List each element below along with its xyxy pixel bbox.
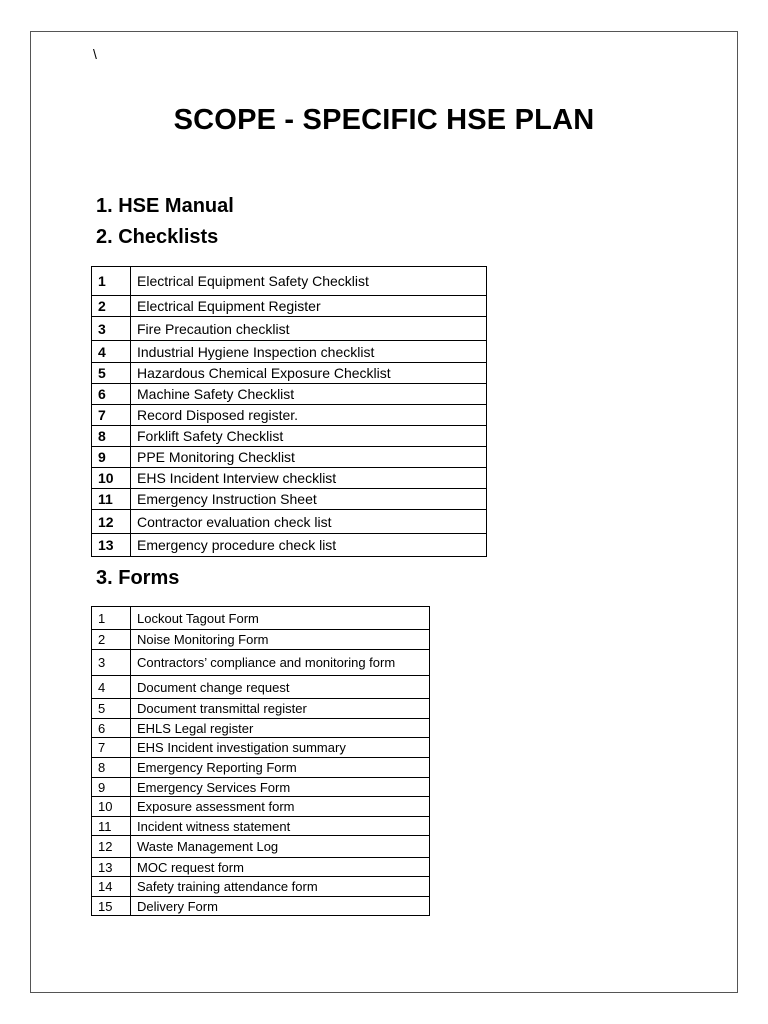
row-label: Emergency Reporting Form [131, 758, 430, 778]
row-label: Record Disposed register. [131, 405, 487, 426]
table-row [92, 341, 487, 363]
table-row [92, 630, 430, 650]
section-heading-hse-manual: 1. HSE Manual [96, 195, 234, 217]
row-number: 8 [92, 758, 131, 778]
table-row [92, 510, 487, 534]
row-label: Noise Monitoring Form [131, 630, 430, 650]
table-row [92, 489, 487, 510]
forms-table [91, 606, 430, 916]
row-number: 11 [92, 817, 131, 836]
row-label: EHS Incident Interview checklist [131, 468, 487, 489]
row-label: PPE Monitoring Checklist [131, 447, 487, 468]
row-label: Industrial Hygiene Inspection checklist [131, 341, 487, 363]
table-row [92, 778, 430, 797]
table-row [92, 797, 430, 817]
table-row [92, 607, 430, 630]
row-label: Incident witness statement [131, 817, 430, 836]
row-number: 2 [92, 630, 131, 650]
table-row [92, 405, 487, 426]
section-heading-forms: 3. Forms [96, 567, 180, 589]
row-number: 13 [92, 858, 131, 877]
table-row [92, 650, 430, 676]
row-label: Lockout Tagout Form [131, 607, 430, 630]
row-label: Document change request [131, 676, 430, 699]
stray-mark: \ [93, 46, 97, 62]
table-row [92, 897, 430, 916]
table-row [92, 699, 430, 719]
table-row [92, 836, 430, 858]
row-label: EHS Incident investigation summary [131, 738, 430, 758]
table-row [92, 534, 487, 557]
row-label: Forklift Safety Checklist [131, 426, 487, 447]
row-label: Emergency Services Form [131, 778, 430, 797]
row-label: Waste Management Log [131, 836, 430, 858]
row-number: 4 [92, 341, 131, 363]
row-label: Exposure assessment form [131, 797, 430, 817]
row-label: Machine Safety Checklist [131, 384, 487, 405]
row-number: 12 [92, 510, 131, 534]
row-number: 2 [92, 296, 131, 317]
row-label: Delivery Form [131, 897, 430, 916]
row-number: 1 [92, 267, 131, 296]
row-label: Contractor evaluation check list [131, 510, 487, 534]
row-number: 13 [92, 534, 131, 557]
table-row [92, 267, 487, 296]
row-number: 10 [92, 797, 131, 817]
row-number: 6 [92, 719, 131, 738]
table-row [92, 738, 430, 758]
row-label: EHLS Legal register [131, 719, 430, 738]
row-number: 7 [92, 405, 131, 426]
row-number: 6 [92, 384, 131, 405]
table-row [92, 676, 430, 699]
row-number: 9 [92, 447, 131, 468]
table-row [92, 858, 430, 877]
row-number: 15 [92, 897, 131, 916]
table-row [92, 296, 487, 317]
table-row [92, 447, 487, 468]
table-row [92, 426, 487, 447]
document-title: SCOPE - SPECIFIC HSE PLAN [173, 104, 595, 136]
table-row [92, 817, 430, 836]
row-label: Emergency procedure check list [131, 534, 487, 557]
row-label: Hazardous Chemical Exposure Checklist [131, 363, 487, 384]
row-number: 5 [92, 363, 131, 384]
section-heading-checklists: 2. Checklists [96, 226, 219, 248]
row-number: 1 [92, 607, 131, 630]
row-number: 3 [92, 650, 131, 676]
row-number: 14 [92, 877, 131, 897]
row-number: 12 [92, 836, 131, 858]
row-number: 8 [92, 426, 131, 447]
row-number: 3 [92, 317, 131, 341]
row-number: 11 [92, 489, 131, 510]
row-number: 4 [92, 676, 131, 699]
row-label: Electrical Equipment Safety Checklist [131, 267, 487, 296]
row-label: Contractors’ compliance and monitoring form [131, 650, 430, 676]
row-number: 9 [92, 778, 131, 797]
row-number: 10 [92, 468, 131, 489]
table-row [92, 758, 430, 778]
table-row [92, 363, 487, 384]
row-label: Safety training attendance form [131, 877, 430, 897]
table-row [92, 317, 487, 341]
row-label: Document transmittal register [131, 699, 430, 719]
row-label: Fire Precaution checklist [131, 317, 487, 341]
checklists-table [91, 266, 487, 557]
table-row [92, 468, 487, 489]
row-number: 5 [92, 699, 131, 719]
row-label: MOC request form [131, 858, 430, 877]
table-row [92, 384, 487, 405]
row-label: Electrical Equipment Register [131, 296, 487, 317]
row-number: 7 [92, 738, 131, 758]
table-row [92, 877, 430, 897]
table-row [92, 719, 430, 738]
row-label: Emergency Instruction Sheet [131, 489, 487, 510]
